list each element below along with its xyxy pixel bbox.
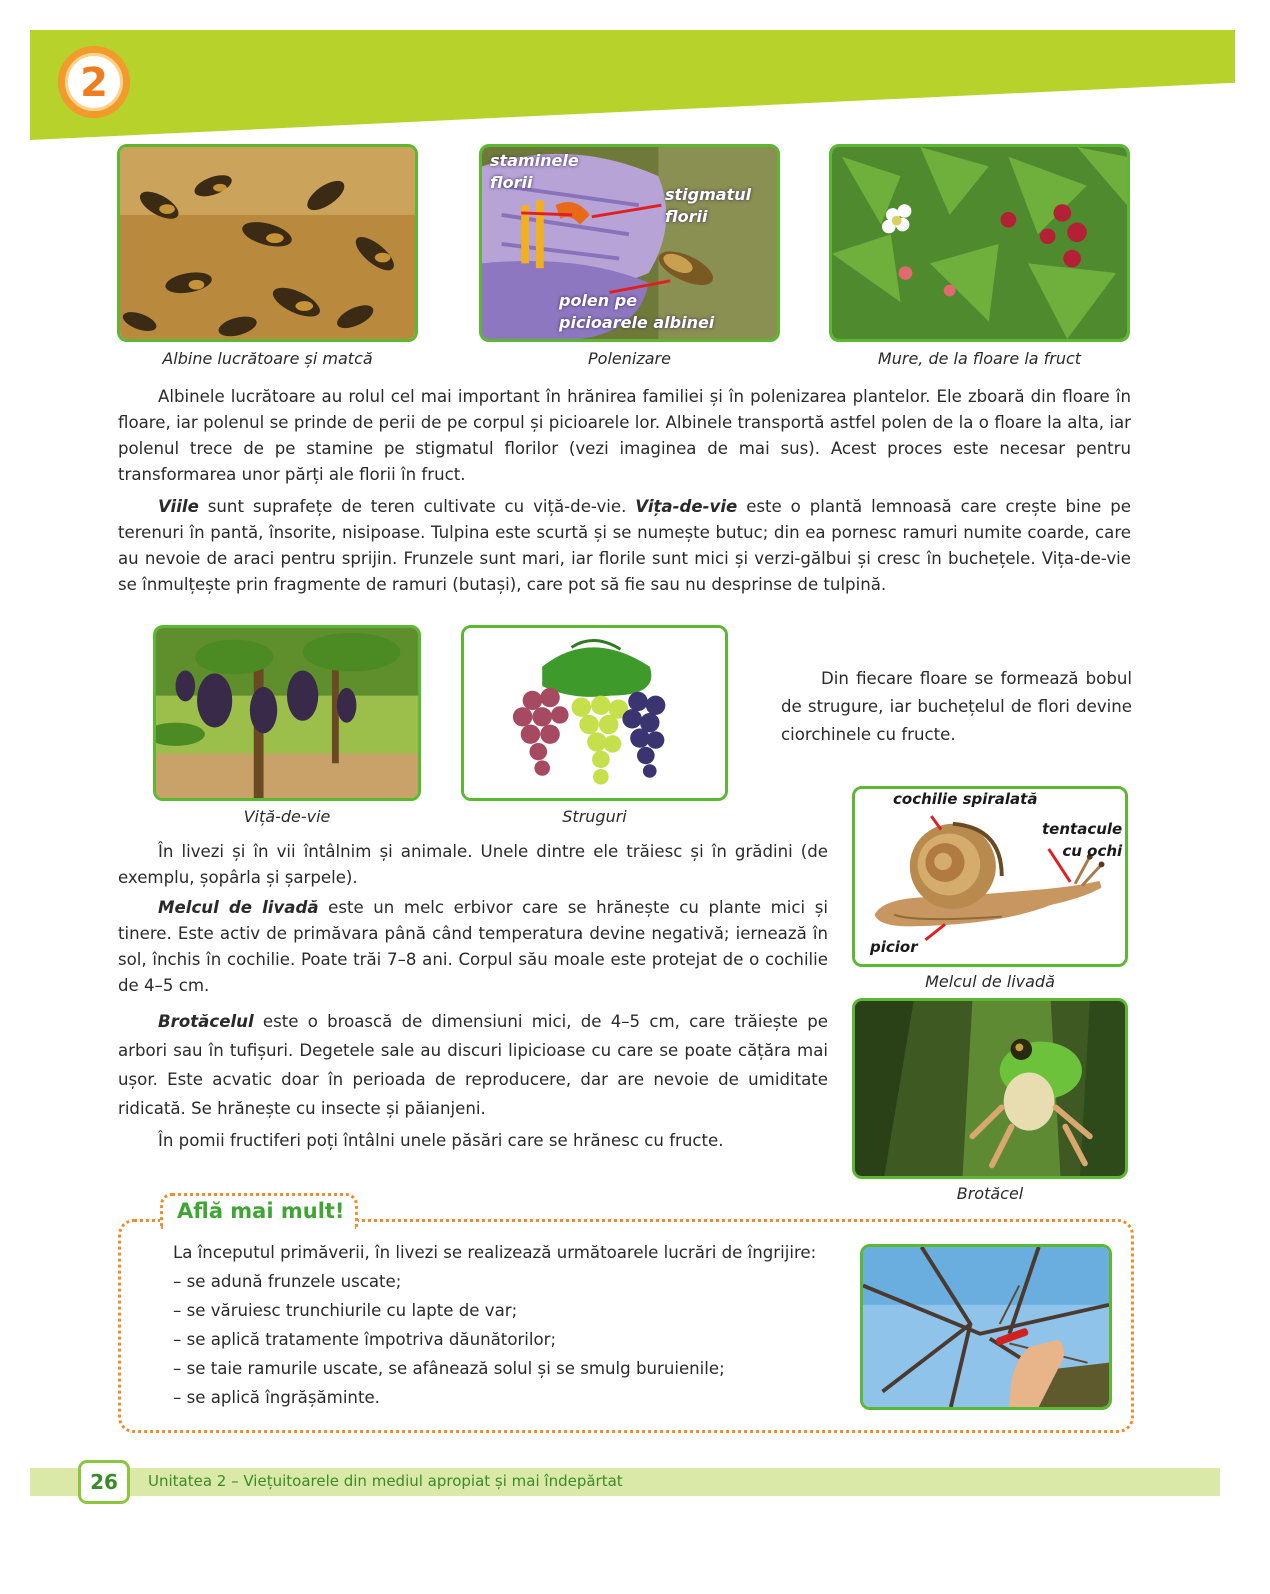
vine-term: Vița-de-vie xyxy=(635,497,738,516)
learn-more-item: – se taie ramurile uscate, se afânează solul și se smulg buruienile; xyxy=(173,1359,725,1378)
unit-number: 2 xyxy=(80,60,108,106)
blackberry-photo xyxy=(829,144,1130,342)
vine-photo xyxy=(153,625,421,801)
birds-paragraph: În pomii fructiferi poți întâlni unele păsări care se hrănesc cu fructe. xyxy=(158,1131,724,1150)
shell-label: cochilie spiralată xyxy=(893,790,1038,808)
bees-photo xyxy=(117,144,418,342)
foot-label: picior xyxy=(870,938,918,956)
frog-term: Brotăcelul xyxy=(158,1012,254,1031)
learn-more-title: Află mai mult! xyxy=(177,1199,345,1223)
learn-more-item: – se aplică tratamente împotriva dăunătorilor; xyxy=(173,1330,557,1349)
tentacles-label: tentacule cu ochi xyxy=(1042,820,1123,860)
bees-paragraph: Albinele lucrătoare au rolul cel mai important în hrănirea familiei și în polenizarea plantelor. Ele zboară din floare în floare, iar polenul se prinde de perii de pe corpul și picioarele lor. Albinele transportă astfel polen de la o floare la alta, iar polenul trece de pe stamine pe stigmatul florilor (vezi imaginea de mai sus). Acest proces este necesar pentru transformarea unor părți ale florii în fruct. xyxy=(118,387,1131,484)
page-number: 26 xyxy=(78,1460,130,1504)
pollen-label: polen pe picioarele albinei xyxy=(559,291,715,332)
vines-paragraph: Viile sunt suprafețe de teren cultivate cu viță-de-vie. Vița-de-vie este o plantă lemnoasă care crește bine pe terenuri în pantă, însorite, nisipoase. Tulpina este scurtă și se numește butuc; din ea pornesc ramuri numite coarde, care au nevoie de araci pentru sprijin. Frunzele sunt mari, iar florile sunt mici și verzi-gălbui și cresc în buchețele. Vița-de-vie se înmulțește prin fragmente de ramuri (butași), care pot să fie sau nu desprinse de tulpină. xyxy=(118,497,1131,594)
snail-term: Melcul de livadă xyxy=(158,898,319,917)
learn-more-intro: La începutul primăverii, în livezi se realizează următoarele lucrări de îngrijire: xyxy=(173,1243,817,1262)
frog-paragraph: Brotăcelul este o broască de dimensiuni mici, de 4–5 cm, care trăiește pe arbori sau în tufișuri. Degetele sale au discuri lipicioase cu care se poate cățăra mai ușor. Este acvatic doar în perioada de reproducere, dar are nevoie de umiditate ridicată. Se hrănește cu insecte și păianjeni. xyxy=(118,1012,828,1118)
frog-photo xyxy=(852,998,1128,1179)
footer-unit-title: Unitatea 2 – Viețuitoarele din mediul apropiat și mai îndepărtat xyxy=(148,1472,623,1490)
animals-paragraph: În livezi și în vii întâlnim și animale. Unele dintre ele trăiesc și în grădini (de exemplu, șopârla și șarpele). xyxy=(118,842,828,887)
flowers-paragraph: Din fiecare floare se formează bobul de strugure, iar buchețelul de flori devine ciorchinele cu fructe. xyxy=(781,669,1132,744)
blackberry-caption: Mure, de la floare la fruct xyxy=(877,349,1082,368)
pollination-caption: Polenizare xyxy=(588,349,671,368)
grapes-caption: Struguri xyxy=(562,807,627,826)
pruning-photo xyxy=(860,1244,1112,1410)
vines-term: Viile xyxy=(158,497,199,516)
unit-number-badge xyxy=(58,46,130,118)
learn-more-item: – se aplică îngrășăminte. xyxy=(173,1388,380,1407)
header-band xyxy=(30,30,1235,140)
snail-caption: Melcul de livadă xyxy=(925,972,1055,991)
stigma-label: stigmatul florii xyxy=(665,185,752,226)
learn-more-item: – se văruiesc trunchiurile cu lapte de var; xyxy=(173,1301,518,1320)
learn-more-item: – se adună frunzele uscate; xyxy=(173,1272,402,1291)
stamens-label: staminele florii xyxy=(490,151,579,192)
grapes-photo xyxy=(461,625,728,801)
frog-caption: Brotăcel xyxy=(956,1184,1024,1203)
snail-paragraph: Melcul de livadă este un melc erbivor care se hrănește cu plante mici și tinere. Este activ de primăvara până când temperatura devine negativă; iernează în sol, închis în cochilie. Poate trăi 7–8 ani. Corpul său moale este protejat de o cochilie de 4–5 cm. xyxy=(118,898,828,995)
vine-caption: Viță-de-vie xyxy=(243,807,331,826)
bees-caption: Albine lucrătoare și matcă xyxy=(162,349,373,368)
